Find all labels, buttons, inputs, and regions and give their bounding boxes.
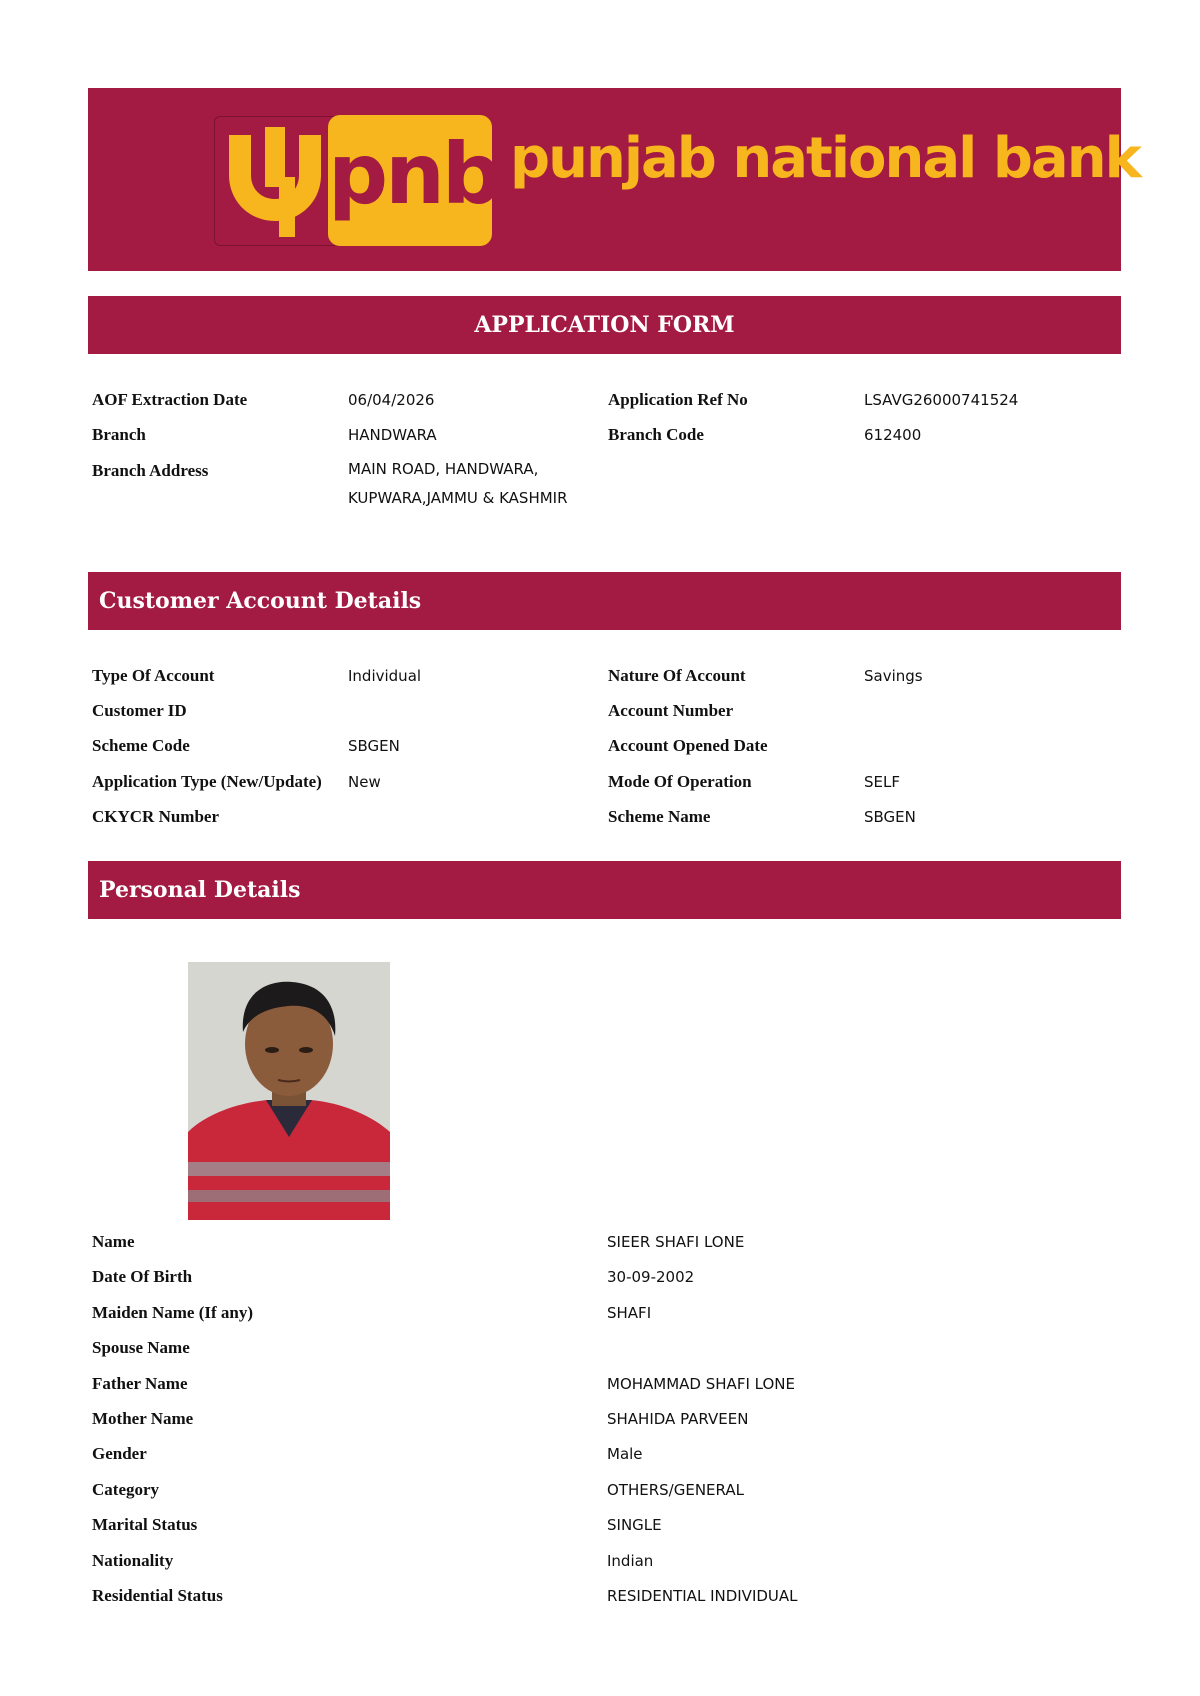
name-label: Name [92, 1232, 135, 1251]
scheme-name-value: SBGEN [864, 808, 916, 826]
account-number-label: Account Number [608, 701, 734, 720]
gender-value: Male [607, 1445, 643, 1463]
bank-header-banner [88, 88, 1140, 271]
mother-name-label: Mother Name [92, 1409, 194, 1428]
marital-status-value: SINGLE [607, 1516, 662, 1534]
marital-status-label: Marital Status [92, 1515, 198, 1534]
maiden-name-if-any-value: SHAFI [607, 1304, 652, 1322]
aof-date-value: 06/04/2026 [348, 391, 435, 409]
father-name-label: Father Name [92, 1374, 188, 1393]
pnb-logo-text: pnb [328, 125, 500, 223]
scheme-code-value: SBGEN [348, 737, 400, 755]
nature-of-account-label: Nature Of Account [608, 666, 746, 685]
date-of-birth-label: Date Of Birth [92, 1267, 193, 1286]
residential-status-value: RESIDENTIAL INDIVIDUAL [607, 1587, 798, 1605]
date-of-birth-value: 30-09-2002 [607, 1268, 695, 1286]
spouse-name-label: Spouse Name [92, 1338, 190, 1357]
nationality-label: Nationality [92, 1551, 174, 1570]
pnb-logo [328, 115, 500, 246]
branch-address-label: Branch Address [92, 461, 209, 480]
form-title: APPLICATION FORM [88, 296, 1121, 354]
branch-label: Branch [92, 425, 146, 444]
father-name-value: MOHAMMAD SHAFI LONE [607, 1375, 795, 1393]
category-label: Category [92, 1480, 160, 1499]
mother-name-value: SHAHIDA PARVEEN [607, 1410, 749, 1428]
type-of-account-value: Individual [348, 667, 422, 685]
mode-of-operation-label: Mode Of Operation [608, 772, 752, 791]
application-type-value: New [348, 773, 381, 791]
scheme-name-label: Scheme Name [608, 807, 711, 826]
maiden-name-if-any-label: Maiden Name (If any) [92, 1303, 254, 1322]
gender-label: Gender [92, 1444, 147, 1463]
nature-of-account-value: Savings [864, 667, 923, 685]
name-value: SIEER SHAFI LONE [607, 1233, 745, 1251]
ckycr-number-label: CKYCR Number [92, 807, 220, 826]
account-opened-date-label: Account Opened Date [608, 736, 768, 755]
branch-code-label: Branch Code [608, 425, 704, 444]
bank-name: punjab national bank [510, 126, 1140, 191]
scheme-code-label: Scheme Code [92, 736, 190, 755]
category-value: OTHERS/GENERAL [607, 1481, 744, 1499]
residential-status-label: Residential Status [92, 1586, 223, 1605]
nationality-value: Indian [607, 1552, 654, 1570]
branch-code-value: 612400 [864, 426, 922, 444]
customer-id-label: Customer ID [92, 701, 187, 720]
branch-address-value: MAIN ROAD, HANDWARA, KUPWARA,JAMMU & KASHMIR [348, 460, 568, 507]
mode-of-operation-value: SELF [864, 773, 900, 791]
application-ref-label: Application Ref No [608, 390, 748, 409]
type-of-account-label: Type Of Account [92, 666, 215, 685]
customer-account-section-title: Customer Account Details [88, 572, 1121, 630]
branch-value: HANDWARA [348, 426, 437, 444]
personal-details-section-title: Personal Details [88, 861, 1121, 919]
application-ref-value: LSAVG26000741524 [864, 391, 1019, 409]
applicant-photo [188, 962, 390, 1220]
application-type-label: Application Type (New/Update) [92, 772, 322, 791]
aof-date-label: AOF Extraction Date [92, 390, 248, 409]
